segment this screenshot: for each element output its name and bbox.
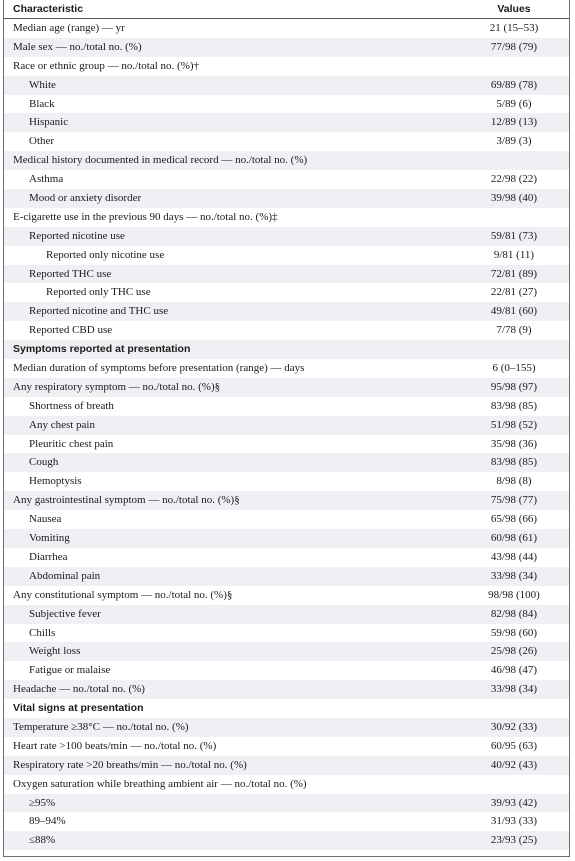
row-label: Pleuritic chest pain — [29, 437, 114, 450]
row-label: Diarrhea — [29, 550, 68, 563]
table-row — [4, 76, 569, 95]
row-value: 21 (15–53) — [489, 22, 539, 34]
row-label: Median age (range) — yr — [13, 22, 125, 34]
table-body — [4, 19, 569, 850]
row-label: Reported CBD use — [29, 324, 113, 337]
row-value: 49/81 (60) — [490, 305, 538, 318]
row-value: 82/98 (84) — [490, 607, 538, 620]
table-row — [4, 189, 569, 208]
row-label: Reported only THC use — [46, 286, 151, 299]
row-value: 8/98 (8) — [496, 475, 532, 488]
row-value: 12/89 (13) — [490, 116, 538, 129]
table-row — [4, 586, 569, 605]
table-row — [4, 416, 569, 435]
row-label: 89–94% — [29, 815, 66, 828]
row-value: 30/92 (33) — [490, 720, 538, 733]
section-heading: Vital signs at presentation — [13, 702, 144, 715]
row-value: 98/98 (100) — [488, 588, 540, 601]
row-value: 22/81 (27) — [490, 286, 538, 299]
table-row — [4, 283, 569, 302]
row-label: Vomiting — [29, 532, 70, 545]
table-row — [4, 453, 569, 472]
section-heading-row — [4, 699, 569, 718]
row-value: 35/98 (36) — [490, 437, 538, 450]
row-label: Heart rate >100 beats/min — no./total no. (%) — [13, 739, 217, 752]
row-label: Any constitutional symptom — no./total no. (%)§ — [13, 588, 233, 601]
row-label: Cough — [29, 456, 59, 469]
table-row — [4, 132, 569, 151]
row-value: 59/81 (73) — [490, 229, 538, 242]
row-value: 51/98 (52) — [490, 418, 538, 431]
table-row — [4, 737, 569, 756]
row-value: 43/98 (44) — [490, 550, 538, 563]
row-label: Black — [29, 97, 55, 110]
row-value: 6 (0–155) — [492, 362, 536, 375]
table-row — [4, 435, 569, 454]
row-label: Any respiratory symptom — no./total no. (%)§ — [13, 380, 221, 393]
header-values: Values — [497, 3, 531, 15]
table-row — [4, 302, 569, 321]
row-label: Nausea — [29, 513, 62, 526]
row-value: 65/98 (66) — [490, 513, 538, 526]
row-label: Other — [29, 135, 55, 148]
table-row — [4, 661, 569, 680]
row-label: Hispanic — [29, 116, 69, 129]
row-label: Male sex — no./total no. (%) — [13, 40, 142, 53]
table-row — [4, 510, 569, 529]
table-row — [4, 38, 569, 57]
row-value: 60/98 (61) — [490, 532, 538, 545]
row-label: Abdominal pain — [29, 569, 101, 582]
table-row — [4, 831, 569, 850]
row-label: Asthma — [29, 173, 64, 186]
row-value: 69/89 (78) — [490, 78, 538, 91]
row-label: ≤88% — [29, 834, 56, 847]
table-row — [4, 567, 569, 586]
row-label: Oxygen saturation while breathing ambient air — no./total no. (%) — [13, 777, 307, 790]
row-value: 59/98 (60) — [490, 626, 538, 639]
row-value: 39/93 (42) — [490, 796, 538, 809]
row-value: 33/98 (34) — [490, 683, 538, 696]
row-value: 72/81 (89) — [490, 267, 538, 280]
row-label: Race or ethnic group — no./total no. (%)† — [13, 59, 200, 72]
table-row — [4, 208, 569, 227]
table-row — [4, 775, 569, 794]
row-label: Hemoptysis — [29, 475, 82, 488]
row-label: Subjective fever — [29, 607, 101, 620]
row-value: 7/78 (9) — [496, 324, 532, 337]
row-label: Headache — no./total no. (%) — [13, 683, 145, 696]
table-row — [4, 57, 569, 76]
row-label: Respiratory rate >20 breaths/min — no./total no. (%) — [13, 758, 247, 771]
row-label: E-cigarette use in the previous 90 days — no./total no. (%)‡ — [13, 210, 278, 223]
table-row — [4, 113, 569, 132]
row-label: Reported THC use — [29, 267, 112, 280]
table-row — [4, 642, 569, 661]
row-label: Reported nicotine and THC use — [29, 305, 169, 318]
row-label: Chills — [29, 626, 56, 639]
table-row — [4, 19, 569, 38]
row-value: 22/98 (22) — [490, 173, 538, 186]
row-value: 5/89 (6) — [496, 97, 532, 110]
table-row — [4, 529, 569, 548]
table-row — [4, 397, 569, 416]
row-value: 31/93 (33) — [490, 815, 538, 828]
row-value: 40/92 (43) — [490, 758, 538, 771]
table-row — [4, 491, 569, 510]
table-row — [4, 472, 569, 491]
table-row — [4, 170, 569, 189]
characteristics-table — [3, 0, 570, 857]
row-label: Weight loss — [29, 645, 81, 658]
table-row — [4, 812, 569, 831]
row-value: 25/98 (26) — [490, 645, 538, 658]
row-label: Median duration of symptoms before presentation (range) — days — [13, 362, 305, 375]
row-label: Reported only nicotine use — [46, 248, 165, 261]
row-label: Medical history documented in medical record — no./total no. (%) — [13, 154, 308, 167]
row-label: Reported nicotine use — [29, 229, 125, 242]
table-row — [4, 227, 569, 246]
row-value: 60/95 (63) — [490, 739, 538, 752]
table-row — [4, 756, 569, 775]
row-value: 9/81 (11) — [493, 248, 535, 261]
row-label: Fatigue or malaise — [29, 664, 111, 677]
table-row — [4, 378, 569, 397]
table-row — [4, 680, 569, 699]
header-characteristic: Characteristic — [13, 3, 84, 15]
row-label: Mood or anxiety disorder — [29, 192, 142, 205]
row-value: 39/98 (40) — [490, 192, 538, 205]
table-row — [4, 794, 569, 813]
row-value: 95/98 (97) — [490, 380, 538, 393]
row-label: White — [29, 78, 56, 91]
row-value: 3/89 (3) — [496, 135, 532, 148]
table-row — [4, 246, 569, 265]
row-label: ≥95% — [29, 796, 56, 809]
row-label: Temperature ≥38°C — no./total no. (%) — [13, 720, 189, 733]
table-row — [4, 151, 569, 170]
section-heading: Symptoms reported at presentation — [13, 343, 191, 356]
table-row — [4, 95, 569, 114]
row-value: 83/98 (85) — [490, 399, 538, 412]
table-row — [4, 321, 569, 340]
row-label: Any chest pain — [29, 418, 95, 431]
table-row — [4, 718, 569, 737]
row-value: 23/93 (25) — [490, 834, 538, 847]
table-row — [4, 265, 569, 284]
section-heading-row — [4, 340, 569, 359]
row-value: 75/98 (77) — [490, 494, 538, 507]
table-row — [4, 359, 569, 378]
table-header — [4, 0, 569, 19]
table-row — [4, 548, 569, 567]
table-row — [4, 605, 569, 624]
table-row — [4, 624, 569, 643]
row-label: Any gastrointestinal symptom — no./total no. (%)§ — [13, 494, 240, 507]
row-value: 83/98 (85) — [490, 456, 538, 469]
row-value: 33/98 (34) — [490, 569, 538, 582]
row-value: 77/98 (79) — [490, 40, 538, 53]
row-label: Shortness of breath — [29, 399, 114, 412]
row-value: 46/98 (47) — [490, 664, 538, 677]
